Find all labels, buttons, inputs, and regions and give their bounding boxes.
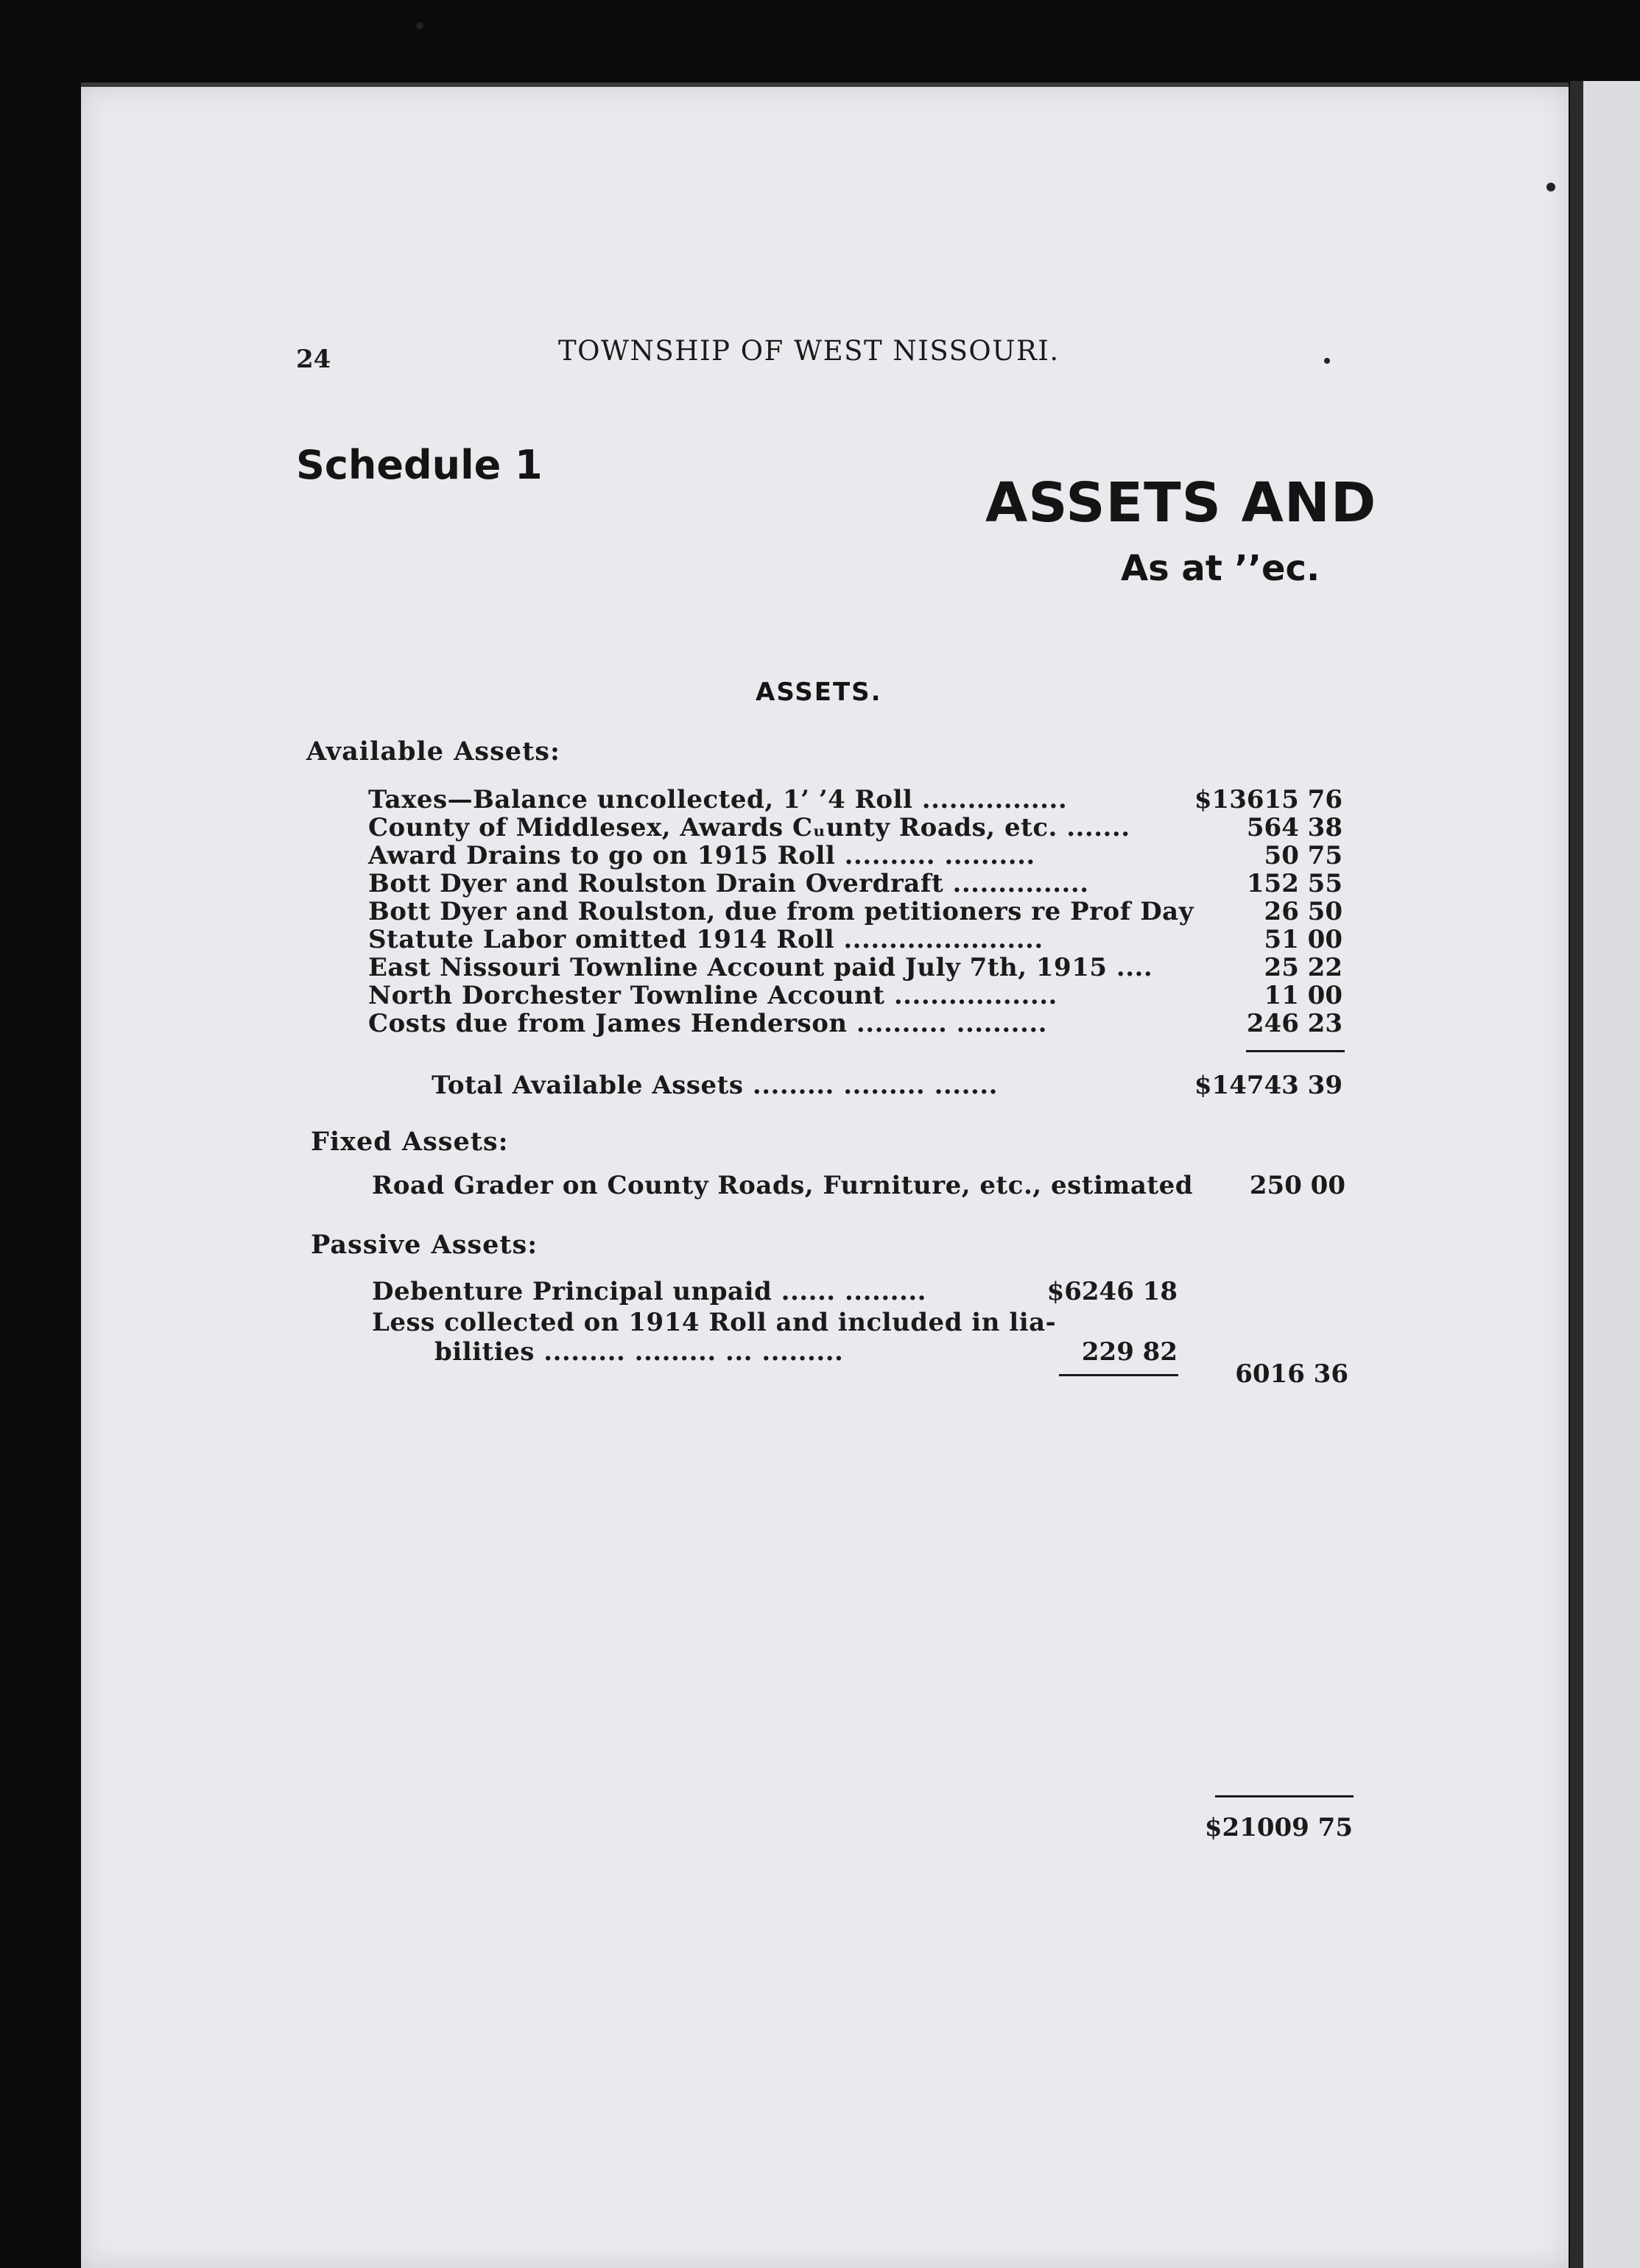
list-item: [0, 1009, 1640, 1038]
list-item: [0, 813, 1640, 842]
item-amount: 152 55: [1246, 869, 1342, 898]
list-item: [0, 981, 1640, 1010]
passive-net-row: [0, 1359, 1640, 1389]
list-item: [0, 841, 1640, 870]
item-amount: 25 22: [1264, 953, 1342, 982]
item-description: East Nissouri Townline Account paid July 7th, 1915 ....: [368, 953, 1153, 982]
item-amount: $13615 76: [1194, 785, 1342, 814]
item-amount: 50 75: [1264, 841, 1342, 870]
total-available-amount: $14743 39: [1194, 1071, 1342, 1100]
item-description: Costs due from James Henderson .......... ..........: [368, 1009, 1048, 1038]
item-description: Debenture Principal unpaid ...... .........: [372, 1277, 926, 1306]
dust-speck: [416, 22, 423, 29]
dust-speck: [1546, 183, 1555, 191]
item-description: Bott Dyer and Roulston, due from petitioners re Prof Day: [368, 897, 1194, 926]
section-heading: ASSETS.: [756, 677, 882, 707]
running-head: TOWNSHIP OF WEST NISSOURI.: [558, 335, 1060, 367]
fixed-assets-row: [0, 1171, 1640, 1200]
list-item: [0, 785, 1640, 814]
item-amount: 229 82: [1081, 1337, 1178, 1367]
item-description: Statute Labor omitted 1914 Roll ......................: [368, 925, 1044, 954]
item-description: bilities ......... ......... ... .........: [434, 1337, 844, 1367]
passive-assets-label: Passive Assets:: [311, 1230, 538, 1260]
total-available-label: Total Available Assets ......... ......... .......: [432, 1071, 998, 1100]
item-description: County of Middlesex, Awards Cᵤunty Roads, etc. .......: [368, 813, 1130, 842]
passive-assets-row: [0, 1277, 1640, 1306]
item-description: Road Grader on County Roads, Furniture, etc., estimated: [372, 1171, 1193, 1200]
item-description: North Dorchester Townline Account ..................: [368, 981, 1057, 1010]
page-number: 24: [296, 345, 331, 374]
schedule-label: Schedule 1: [296, 442, 543, 488]
passive-assets-row: [0, 1308, 1640, 1337]
item-amount: $6246 18: [1046, 1277, 1178, 1306]
item-amount: 564 38: [1246, 813, 1342, 842]
passive-net-amount: 6016 36: [1235, 1359, 1348, 1389]
subtotal-rule: [1246, 1050, 1345, 1052]
item-amount: 26 50: [1264, 897, 1342, 926]
available-assets-label: Available Assets:: [306, 736, 560, 767]
item-description: Taxes—Balance uncollected, 1’ ’4 Roll ................: [368, 785, 1068, 814]
page-subtitle: As at ’’ec.: [1121, 548, 1320, 589]
item-amount: 246 23: [1246, 1009, 1342, 1038]
item-amount: 51 00: [1264, 925, 1342, 954]
item-description: Award Drains to go on 1915 Roll .......... ..........: [368, 841, 1035, 870]
total-rule: [1215, 1795, 1354, 1797]
grand-total-row: [0, 1813, 1640, 1842]
list-item: [0, 897, 1640, 926]
fixed-assets-label: Fixed Assets:: [311, 1127, 509, 1157]
page-title: ASSETS AND: [985, 471, 1377, 535]
grand-total-amount: $21009 75: [1204, 1813, 1353, 1842]
list-item: [0, 953, 1640, 982]
item-description: Bott Dyer and Roulston Drain Overdraft ...............: [368, 869, 1089, 898]
list-item: [0, 869, 1640, 898]
list-item: [0, 925, 1640, 954]
dust-speck: [1324, 358, 1330, 364]
item-amount: 11 00: [1264, 981, 1342, 1010]
item-description: Less collected on 1914 Roll and included in lia-: [372, 1308, 1057, 1337]
item-amount: 250 00: [1249, 1171, 1345, 1200]
total-available-row: [0, 1071, 1640, 1100]
